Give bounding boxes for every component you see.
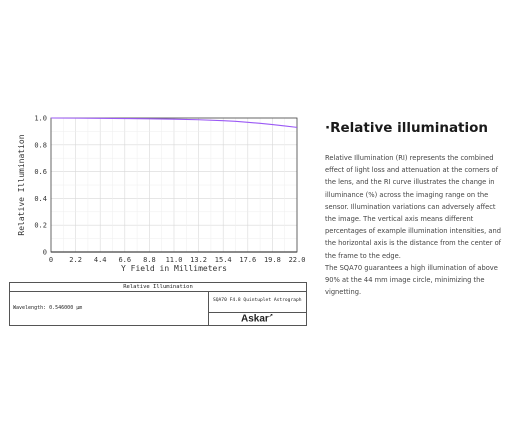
askar-logo: Askar↗ [240,313,273,325]
x-tick-label: 0 [48,256,54,264]
y-tick-label: 1.0 [34,114,47,123]
y-tick-label: 0 [42,248,47,257]
description-paragraph-1: Relative Illumination (RI) represents the combined effect of light loss and attenuation at the corners of the lens, and the RI curve illustrates the change in illuminance (%) across the imaging range on the sensor. Illumination variations can adversely affect the image. The vertical axis means different percentages of example illumination intensities, and the horizontal axis is the distance from the center of the frame to the edge. [325,154,502,260]
y-tick-label: 0.6 [34,168,47,177]
y-tick-label: 0.2 [34,221,47,230]
x-tick-label: 6.6 [118,256,132,264]
x-tick-label: 15.4 [214,256,232,264]
y-axis-label: Relative Illumination [17,134,26,236]
y-tick-label: 0.8 [34,141,47,150]
section-heading: ·Relative illumination [325,120,489,136]
info-box-system-cell [208,291,306,313]
x-tick-label: 4.4 [93,256,107,264]
x-tick-label: 13.2 [190,256,208,264]
x-tick-label: 2.2 [69,256,82,264]
description-panel [325,120,505,298]
system-name-label: SQA70 F4.8 Quintuplet Astrograph [213,298,302,303]
info-box-title: Relative Illumination [10,283,306,292]
x-tick-label: 17.6 [239,256,257,264]
x-tick-label: 19.8 [263,256,281,264]
x-axis-label: Y Field in Millimeters [121,264,227,273]
info-box-brand-cell [208,312,306,325]
x-tick-labels [49,256,306,264]
x-tick-label: 8.8 [143,256,156,264]
chart-info-box [9,282,307,326]
chart-grid [51,118,297,252]
y-tick-label: 0.4 [34,194,47,203]
relative-illumination-chart [0,0,320,280]
x-tick-label: 11.0 [165,256,183,264]
info-box-left-cell [10,291,209,325]
brand-text: Askar [240,313,269,325]
y-tick-labels [34,115,47,257]
x-tick-label: 22.0 [288,256,306,264]
description-paragraph-2: The SQA70 guarantees a high illumination of above 90% at the 44 mm image circle, minimizing the vignetting. [325,263,498,297]
wavelength-label: Wavelength: 0.546000 µm [13,305,83,311]
